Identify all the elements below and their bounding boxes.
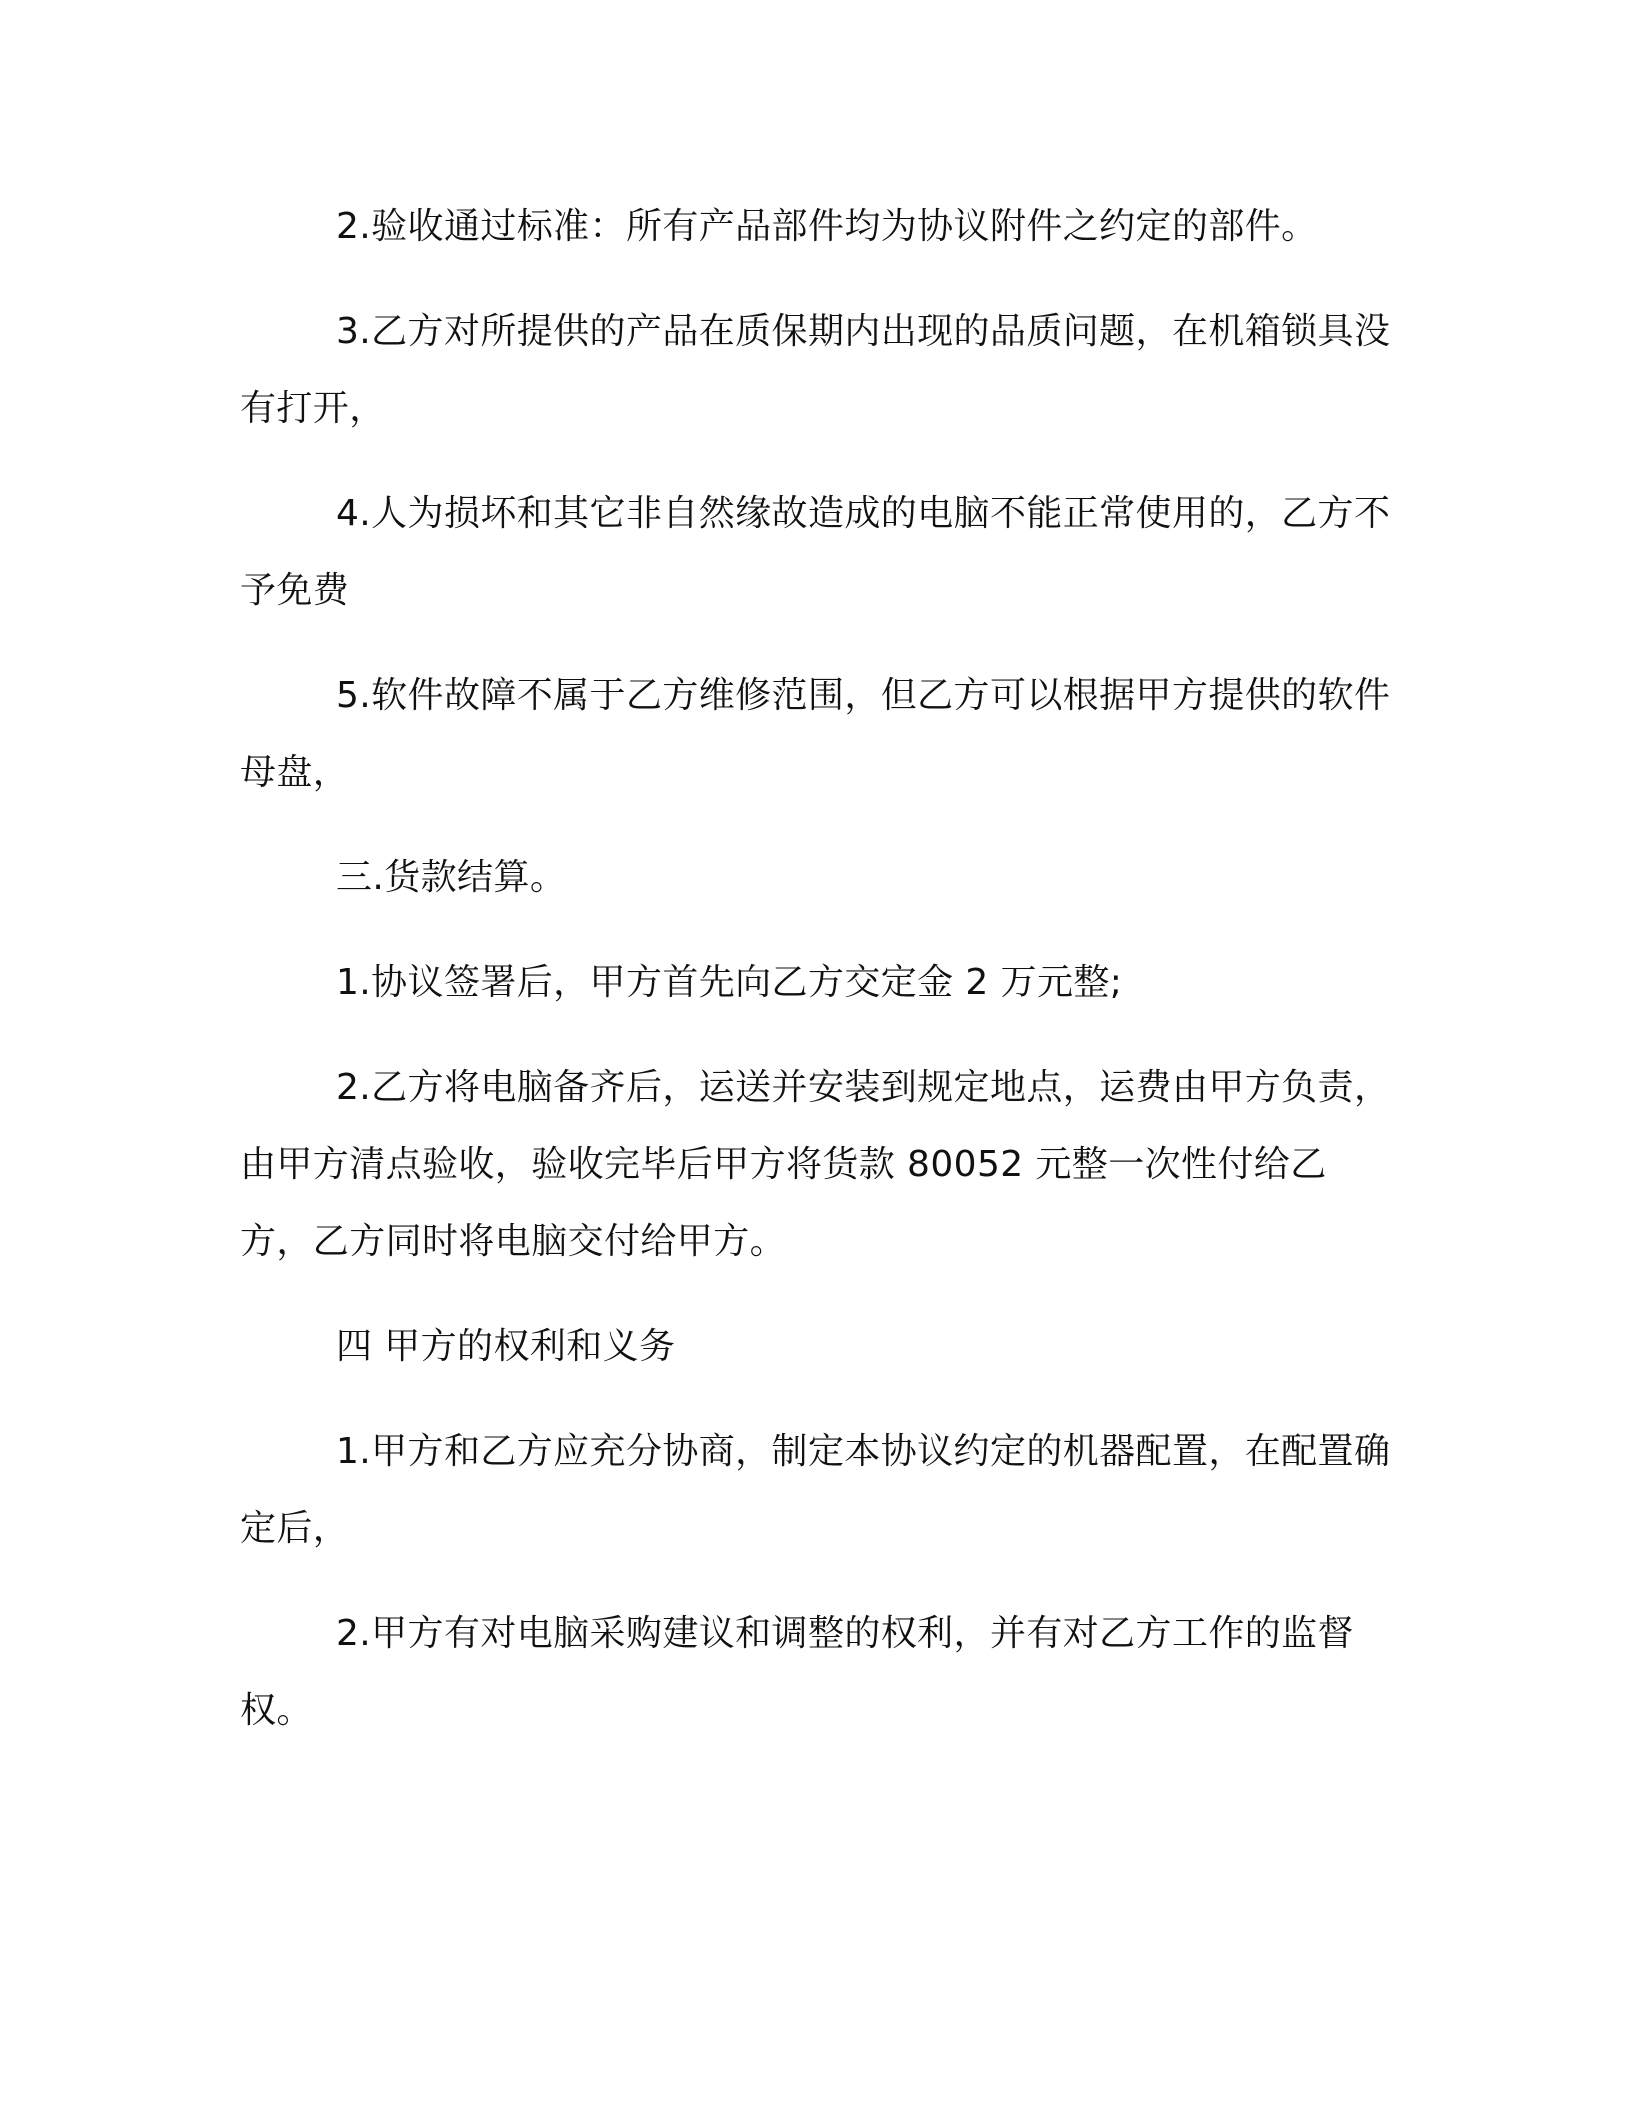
paragraph-software-fault: 5.软件故障不属于乙方维修范围，但乙方可以根据甲方提供的软件母盘， <box>240 675 1391 793</box>
section-heading-payment: 三.货款结算。 <box>336 857 567 898</box>
paragraph-supervision: 2.甲方有对电脑采购建议和调整的权利，并有对乙方工作的监督权。 <box>240 1613 1354 1731</box>
paragraph-deposit: 1.协议签署后，甲方首先向乙方交定金 2 万元整; <box>336 962 1123 1003</box>
paragraph-configuration: 1.甲方和乙方应充分协商，制定本协议约定的机器配置，在配置确定后， <box>240 1431 1391 1549</box>
document-body <box>240 188 1392 1777</box>
paragraph-quality-issue: 3.乙方对所提供的产品在质保期内出现的品质问题，在机箱锁具没有打开， <box>240 311 1391 429</box>
paragraph-delivery-payment: 2.乙方将电脑备齐后，运送并安装到规定地点，运费由甲方负责，由甲方清点验收，验收完毕后甲方将货款 80052 元整一次性付给乙方，乙方同时将电脑交付给甲方。 <box>240 1067 1391 1262</box>
paragraph-human-damage: 4.人为损坏和其它非自然缘故造成的电脑不能正常使用的，乙方不予免费 <box>240 493 1391 611</box>
section-heading-rights: 四 甲方的权利和义务 <box>336 1326 676 1367</box>
paragraph-acceptance-standard: 2.验收通过标准：所有产品部件均为协议附件之约定的部件。 <box>336 206 1318 247</box>
